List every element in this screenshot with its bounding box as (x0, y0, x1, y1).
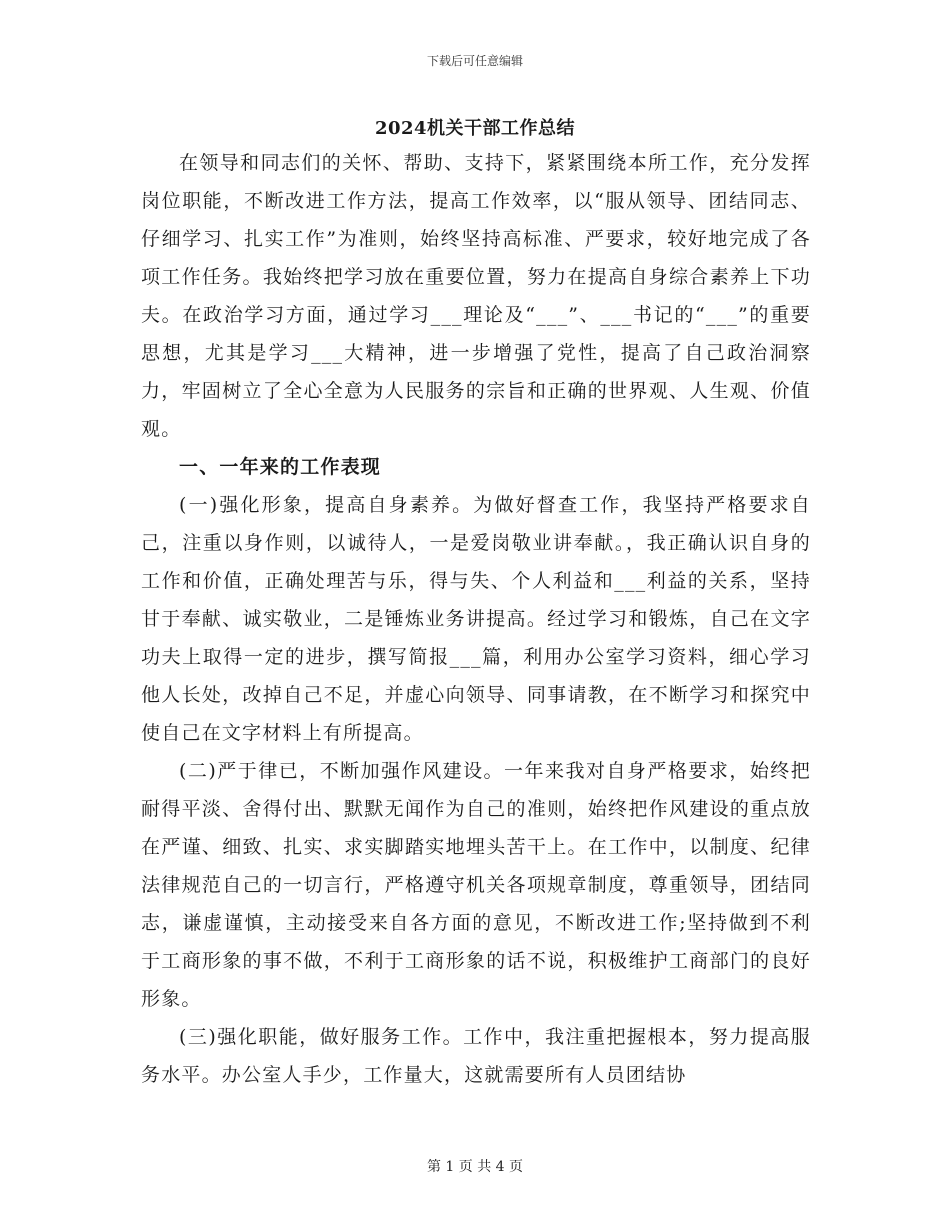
intro-paragraph: 在领导和同志们的关怀、帮助、支持下，紧紧围绕本所工作，充分发挥岗位职能，不断改进工作方法，提高工作效率，以“服从领导、团结同志、仔细学习、扎实工作”为准则，始终坚持高标准、严要求，较好地完成了各项工作任务。我始终把学习放在重要位置，努力在提高自身综合素养上下功夫。在政治学习方面，通过学习___理论及“___”、___书记的“___”的重要思想，尤其是学习___大精神，进一步增强了党性，提高了自己政治洞察力，牢固树立了全心全意为人民服务的宗旨和正确的世界观、人生观、价值观。 (141, 152, 811, 440)
paragraph-3: (三)强化职能，做好服务工作。工作中，我注重把握根本，努力提高服务水平。办公室人手少，工作量大，这就需要所有人员团结协 (141, 1026, 811, 1086)
document-title: 2024机关干部工作总结 (374, 118, 576, 139)
section-heading: 一、一年来的工作表现 (179, 456, 382, 478)
page-footer: 第 1 页 共 4 页 (426, 1159, 524, 1175)
paragraph-1: (一)强化形象，提高自身素养。为做好督查工作，我坚持严格要求自己，注重以身作则，以诚待人，一是爱岗敬业讲奉献。，我正确认识自身的工作和价值，正确处理苦与乐，得与失、个人利益和___利益的关系，坚持甘于奉献、诚实敬业，二是锤炼业务讲提高。经过学习和锻炼，自己在文字功夫上取得一定的进步，撰写简报___篇，利用办公室学习资料，细心学习他人长处，改掉自己不足，并虚心向领导、同事请教，在不断学习和探究中使自己在文字材料上有所提高。 (141, 494, 811, 744)
page-header: 下载后可任意编辑 (426, 54, 523, 68)
document-body (141, 144, 811, 1094)
paragraph-2: (二)严于律已，不断加强作风建设。一年来我对自身严格要求，始终把耐得平淡、舍得付出、默默无闻作为自己的准则，始终把作风建设的重点放在严谨、细致、扎实、求实脚踏实地埋头苦干上。在工作中，以制度、纪律法律规范自己的一切言行，严格遵守机关各项规章制度，尊重领导，团结同志，谦虚谨慎，主动接受来自各方面的意见，不断改进工作;坚持做到不利于工商形象的事不做，不利于工商形象的话不说，积极维护工商部门的良好形象。 (141, 760, 811, 1010)
